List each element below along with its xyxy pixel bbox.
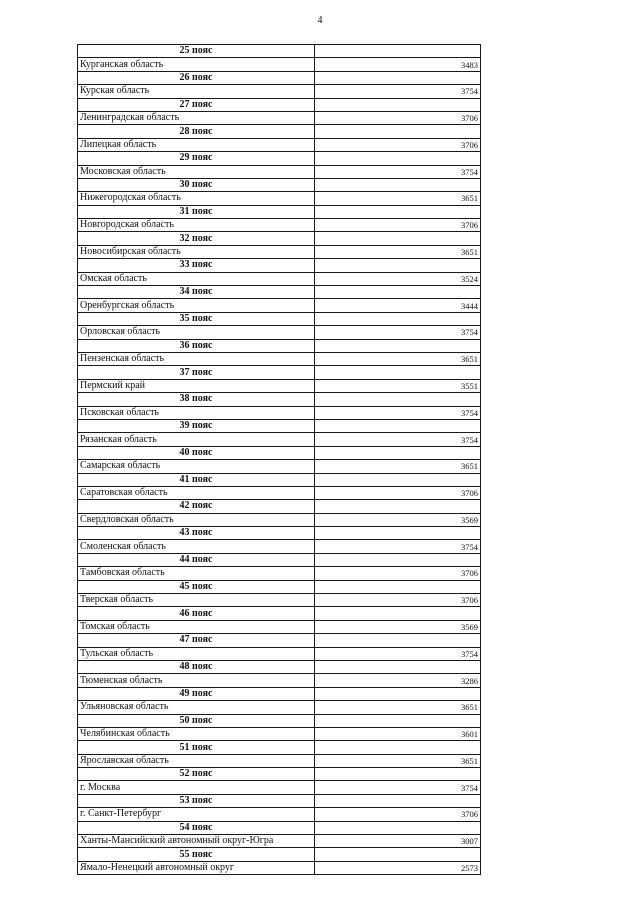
region-value: 3754 [315, 165, 481, 178]
region-name: Новгородская область [78, 219, 315, 232]
table-row [78, 727, 481, 740]
table-row [78, 58, 481, 71]
table-row [78, 620, 481, 633]
region-name: Курганская область [78, 58, 315, 71]
zone-empty-cell [315, 98, 481, 111]
zone-header-row [78, 232, 481, 245]
zone-empty-cell [315, 687, 481, 700]
zone-label: 39 пояс [78, 419, 315, 432]
zone-header-row [78, 178, 481, 191]
table-row [78, 701, 481, 714]
zone-label: 29 пояс [78, 152, 315, 165]
table-row [78, 165, 481, 178]
zone-header-row [78, 205, 481, 218]
zone-empty-cell [315, 419, 481, 432]
zone-empty-cell [315, 366, 481, 379]
zone-header-row [78, 71, 481, 84]
zone-label: 34 пояс [78, 286, 315, 299]
zone-empty-cell [315, 580, 481, 593]
region-value: 3754 [315, 540, 481, 553]
region-value: 3754 [315, 781, 481, 794]
region-name: Свердловская область [78, 513, 315, 526]
region-name: Нижегородская область [78, 192, 315, 205]
table-row [78, 433, 481, 446]
table-row [78, 808, 481, 821]
zone-empty-cell [315, 71, 481, 84]
zone-header-row [78, 339, 481, 352]
zone-empty-cell [315, 794, 481, 807]
zone-label: 40 пояс [78, 446, 315, 459]
zone-header-row [78, 768, 481, 781]
region-name: Томская область [78, 620, 315, 633]
zone-empty-cell [315, 286, 481, 299]
zone-label: 28 пояс [78, 125, 315, 138]
region-name: Пензенская область [78, 352, 315, 365]
zone-empty-cell [315, 45, 481, 58]
table-row [78, 138, 481, 151]
table-row [78, 567, 481, 580]
zone-header-row [78, 125, 481, 138]
region-value: 3601 [315, 727, 481, 740]
table-row [78, 513, 481, 526]
region-value: 3754 [315, 406, 481, 419]
zone-header-row [78, 553, 481, 566]
table-row [78, 379, 481, 392]
table-row [78, 754, 481, 767]
zone-header-row [78, 794, 481, 807]
zone-header-row [78, 500, 481, 513]
zone-label: 31 пояс [78, 205, 315, 218]
zone-empty-cell [315, 312, 481, 325]
zone-empty-cell [315, 232, 481, 245]
zone-label: 54 пояс [78, 821, 315, 834]
zone-empty-cell [315, 821, 481, 834]
page-number: 4 [317, 15, 323, 26]
table-row [78, 861, 481, 874]
zone-header-row [78, 45, 481, 58]
zone-label: 38 пояс [78, 393, 315, 406]
zone-empty-cell [315, 152, 481, 165]
region-name: Челябинская область [78, 727, 315, 740]
zone-header-row [78, 741, 481, 754]
zones-table-body [78, 45, 481, 875]
region-name: Ульяновская область [78, 701, 315, 714]
zone-header-row [78, 634, 481, 647]
zone-empty-cell [315, 446, 481, 459]
zone-label: 47 пояс [78, 634, 315, 647]
table-row [78, 192, 481, 205]
region-value: 3706 [315, 808, 481, 821]
region-value: 3706 [315, 138, 481, 151]
zone-empty-cell [315, 473, 481, 486]
table-row [78, 781, 481, 794]
region-name: Смоленская область [78, 540, 315, 553]
region-name: г. Санкт-Петербург [78, 808, 315, 821]
region-name: Самарская область [78, 460, 315, 473]
zone-header-row [78, 473, 481, 486]
zone-header-row [78, 259, 481, 272]
zone-empty-cell [315, 741, 481, 754]
zone-label: 35 пояс [78, 312, 315, 325]
zone-label: 41 пояс [78, 473, 315, 486]
zone-header-row [78, 580, 481, 593]
table-row [78, 272, 481, 285]
zone-header-row [78, 446, 481, 459]
zone-label: 52 пояс [78, 768, 315, 781]
region-value: 3706 [315, 567, 481, 580]
zone-header-row [78, 393, 481, 406]
zone-header-row [78, 98, 481, 111]
zone-empty-cell [315, 607, 481, 620]
region-value: 3651 [315, 754, 481, 767]
region-name: г. Москва [78, 781, 315, 794]
region-value: 3706 [315, 486, 481, 499]
zone-header-row [78, 286, 481, 299]
zone-header-row [78, 660, 481, 673]
region-value: 3706 [315, 111, 481, 124]
region-value: 3651 [315, 352, 481, 365]
region-name: Московская область [78, 165, 315, 178]
table-row [78, 111, 481, 124]
zone-empty-cell [315, 660, 481, 673]
region-value: 3706 [315, 219, 481, 232]
zone-header-row [78, 152, 481, 165]
zone-label: 32 пояс [78, 232, 315, 245]
zone-empty-cell [315, 527, 481, 540]
zone-label: 50 пояс [78, 714, 315, 727]
zone-label: 36 пояс [78, 339, 315, 352]
region-value: 3754 [315, 85, 481, 98]
region-value: 3444 [315, 299, 481, 312]
zone-empty-cell [315, 178, 481, 191]
region-name: Ярославская область [78, 754, 315, 767]
region-name: Ханты-Мансийский автономный округ-Югра [78, 835, 315, 848]
table-row [78, 835, 481, 848]
zone-label: 26 пояс [78, 71, 315, 84]
zone-empty-cell [315, 259, 481, 272]
table-row [78, 594, 481, 607]
zone-empty-cell [315, 714, 481, 727]
region-value: 3551 [315, 379, 481, 392]
zone-header-row [78, 821, 481, 834]
table-row [78, 245, 481, 258]
region-value: 3569 [315, 620, 481, 633]
zone-header-row [78, 687, 481, 700]
table-row [78, 299, 481, 312]
table-row [78, 460, 481, 473]
region-name: Орловская область [78, 326, 315, 339]
zone-label: 27 пояс [78, 98, 315, 111]
region-value: 3483 [315, 58, 481, 71]
region-name: Рязанская область [78, 433, 315, 446]
zone-label: 53 пояс [78, 794, 315, 807]
zone-empty-cell [315, 339, 481, 352]
zone-header-row [78, 607, 481, 620]
zone-label: 48 пояс [78, 660, 315, 673]
zone-label: 51 пояс [78, 741, 315, 754]
region-name: Тверская область [78, 594, 315, 607]
zone-label: 37 пояс [78, 366, 315, 379]
table-row [78, 326, 481, 339]
region-name: Оренбургская область [78, 299, 315, 312]
region-value: 3569 [315, 513, 481, 526]
zone-header-row [78, 366, 481, 379]
table-row [78, 540, 481, 553]
table-row [78, 486, 481, 499]
region-name: Псковская область [78, 406, 315, 419]
region-value: 3651 [315, 245, 481, 258]
zone-empty-cell [315, 393, 481, 406]
region-name: Омская область [78, 272, 315, 285]
table-row [78, 85, 481, 98]
table-row [78, 406, 481, 419]
zone-label: 33 пояс [78, 259, 315, 272]
region-name: Тамбовская область [78, 567, 315, 580]
zone-empty-cell [315, 125, 481, 138]
zone-label: 25 пояс [78, 45, 315, 58]
region-value: 3651 [315, 192, 481, 205]
zone-header-row [78, 714, 481, 727]
region-name: Тульская область [78, 647, 315, 660]
zone-label: 55 пояс [78, 848, 315, 861]
region-value: 3651 [315, 701, 481, 714]
region-name: Курская область [78, 85, 315, 98]
zone-label: 43 пояс [78, 527, 315, 540]
region-name: Ленинградская область [78, 111, 315, 124]
region-name: Пермский край [78, 379, 315, 392]
zone-header-row [78, 527, 481, 540]
zone-empty-cell [315, 500, 481, 513]
zone-label: 42 пояс [78, 500, 315, 513]
zones-table [77, 44, 481, 875]
region-value: 3754 [315, 647, 481, 660]
region-name: Саратовская область [78, 486, 315, 499]
region-value: 3706 [315, 594, 481, 607]
zone-label: 46 пояс [78, 607, 315, 620]
table-row [78, 219, 481, 232]
zone-label: 45 пояс [78, 580, 315, 593]
region-value: 3754 [315, 433, 481, 446]
zone-empty-cell [315, 634, 481, 647]
region-name: Тюменская область [78, 674, 315, 687]
zone-header-row [78, 312, 481, 325]
region-name: Новосибирская область [78, 245, 315, 258]
zone-empty-cell [315, 768, 481, 781]
zone-empty-cell [315, 205, 481, 218]
table-row [78, 647, 481, 660]
zone-label: 49 пояс [78, 687, 315, 700]
zone-empty-cell [315, 553, 481, 566]
region-value: 2573 [315, 861, 481, 874]
zone-label: 44 пояс [78, 553, 315, 566]
zone-label: 30 пояс [78, 178, 315, 191]
region-value: 3754 [315, 326, 481, 339]
table-row [78, 352, 481, 365]
region-value: 3007 [315, 835, 481, 848]
table-row [78, 674, 481, 687]
region-value: 3524 [315, 272, 481, 285]
region-value: 3286 [315, 674, 481, 687]
region-name: Ямало-Ненецкий автономный округ [78, 861, 315, 874]
region-name: Липецкая область [78, 138, 315, 151]
zone-empty-cell [315, 848, 481, 861]
zone-header-row [78, 848, 481, 861]
region-value: 3651 [315, 460, 481, 473]
zone-header-row [78, 419, 481, 432]
